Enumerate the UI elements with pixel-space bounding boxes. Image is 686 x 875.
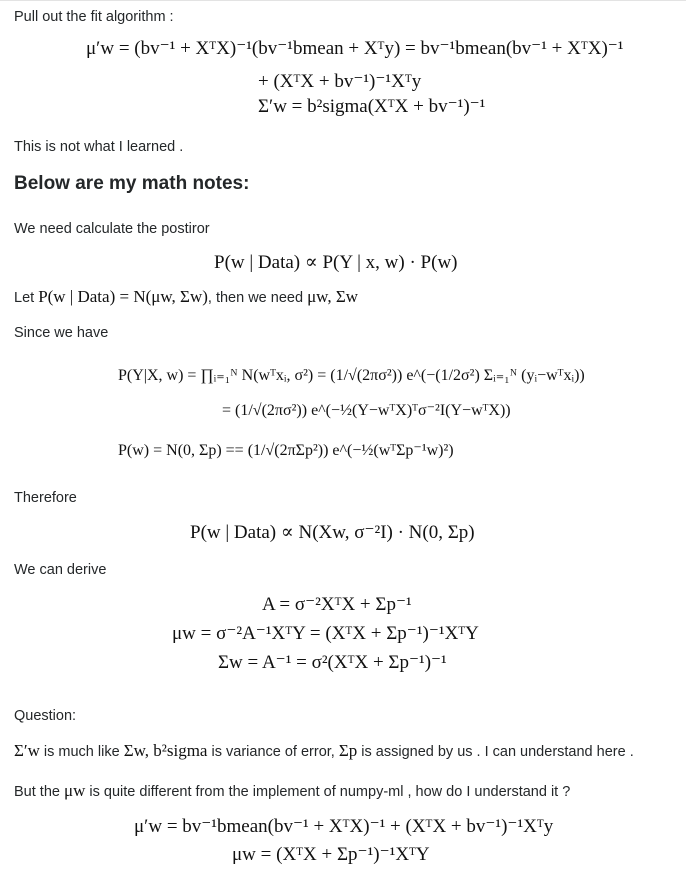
prior-equation: P(w) = N(0, Σp) == (1/√(2πΣp²)) e^(−½(wᵀΣp⁻¹w)²) <box>118 442 454 459</box>
q2-math-1: μw <box>63 781 86 800</box>
question-line-2 <box>14 782 570 801</box>
likelihood-equation-2: = (1/√(2πσ²)) e^(−½(Y−wᵀX)ᵀσ⁻²I(Y−wᵀX)) <box>222 402 511 419</box>
posterior-equation: P(w | Data) ∝ P(Y | x, w) · P(w) <box>214 252 458 273</box>
not-learned-text: This is not what I learned . <box>14 139 184 155</box>
proportional-equation: P(w | Data) ∝ N(Xw, σ⁻²I) · N(0, Σp) <box>190 522 475 543</box>
fit-equation-2: + (XᵀX + bv⁻¹)⁻¹Xᵀy <box>258 71 422 92</box>
notes-heading: Below are my math notes: <box>14 173 250 194</box>
compare-equation-2: μw = (XᵀX + Σp⁻¹)⁻¹XᵀY <box>232 844 430 865</box>
question-line-1 <box>14 742 634 761</box>
derivation-equation-2: μw = σ⁻²A⁻¹XᵀY = (XᵀX + Σp⁻¹)⁻¹XᵀY <box>172 623 479 644</box>
compare-equation-1: μ′w = bv⁻¹bmean(bv⁻¹ + XᵀX)⁻¹ + (XᵀX + bv⁻¹)⁻¹Xᵀy <box>134 816 554 837</box>
q2-text-1: But the <box>14 784 64 800</box>
q1-text-2: is variance of error, <box>207 744 339 760</box>
derivation-equation-1: A = σ⁻²XᵀX + Σp⁻¹ <box>262 594 412 615</box>
q1-math-2: Σw, b²sigma <box>123 741 208 760</box>
let-math-2: μw, Σw <box>307 287 359 306</box>
fit-equation-1: μ′w = (bv⁻¹ + XᵀX)⁻¹(bv⁻¹bmean + Xᵀy) = bv⁻¹bmean(bv⁻¹ + XᵀX)⁻¹ <box>86 38 624 59</box>
q1-math-1: Σ′w <box>14 741 40 760</box>
need-calculate-text: We need calculate the postiror <box>14 221 210 237</box>
question-label: Question: <box>14 708 77 724</box>
q2-text-2: is quite different from the implement of numpy-ml , how do I understand it ? <box>85 784 571 800</box>
therefore-text: Therefore <box>14 490 77 506</box>
top-border <box>0 0 686 1</box>
derive-text: We can derive <box>14 562 107 578</box>
likelihood-equation-1: P(Y|X, w) = ∏ᵢ₌₁ᴺ N(wᵀxᵢ, σ²) = (1/√(2πσ²)) e^(−(1/2σ²) Σᵢ₌₁ᴺ (yᵢ−wᵀxᵢ)) <box>118 367 585 384</box>
let-middle: , then we need <box>207 290 308 306</box>
derivation-equation-3: Σw = A⁻¹ = σ²(XᵀX + Σp⁻¹)⁻¹ <box>218 652 447 673</box>
fit-equation-3: Σ′w = b²sigma(XᵀX + bv⁻¹)⁻¹ <box>258 96 486 117</box>
let-math-1: P(w | Data) = N(μw, Σw) <box>38 287 208 306</box>
q1-math-3: Σp <box>338 741 358 760</box>
q1-text-1: is much like <box>39 744 124 760</box>
since-have-text: Since we have <box>14 325 109 341</box>
q1-text-3: is assigned by us . I can understand here . <box>357 744 634 760</box>
intro-text: Pull out the fit algorithm : <box>14 9 174 25</box>
let-prefix: Let <box>14 290 39 306</box>
let-line <box>14 288 358 307</box>
